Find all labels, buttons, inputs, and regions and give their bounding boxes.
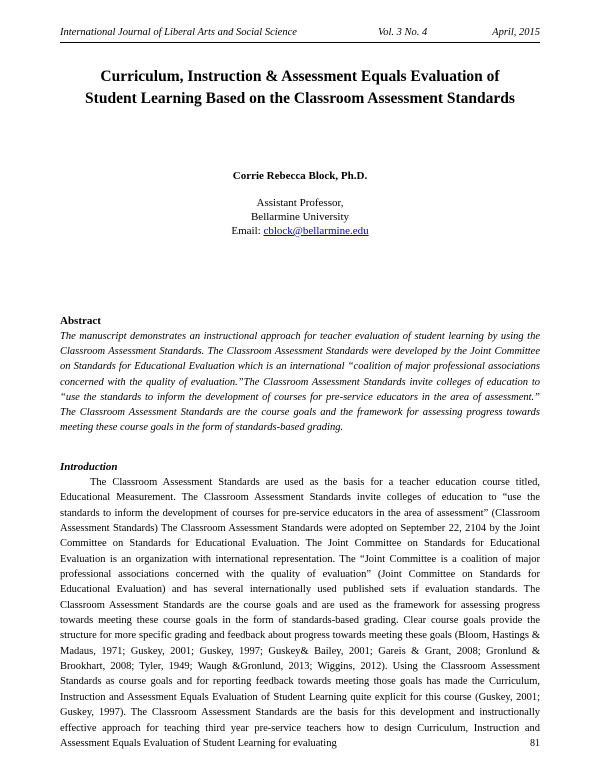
- paper-title: [50, 66, 550, 110]
- email-link[interactable]: cblock@bellarmine.edu: [263, 225, 369, 237]
- author-affiliation: [60, 196, 540, 238]
- abstract-heading: Abstract: [60, 315, 101, 327]
- author-email-line: [60, 224, 540, 238]
- journal-name: International Journal of Liberal Arts and Social Science: [60, 27, 297, 38]
- title-line-1: Curriculum, Instruction & Assessment Equals Evaluation of: [100, 68, 500, 85]
- introduction-text: The Classroom Assessment Standards are used as the basis for a teacher education course titled, Educational Measurement. The Classroom Assessment Standards invite colleges of education to “use the standards to inform the development of courses for pre-service educators in the area of assessment” (Classroom Assessment Standards) The Classroom Assessment Standards were adopted on September 22, 2104 by the Joint Committee on Standards for Educational Evaluation. The Joint Committee on Standards for Educational Evaluation is an organization with international representation. The “Joint Committee is a coalition of major professional associations concerned with the quality of evaluation” (Joint Committee on Standards for Educational Evaluation) and has several internationally used published sets if evaluation standards. The Classroom Assessment Standards are the course goals and are used as the framework for assessing progress towards meeting these course goals in the form of standards-based grading. Clear course goals provide the structure for more specific grading and feedback about progress towards meeting these goals (Bloom, Hastings & Madaus, 1971; Guskey, 2001; Guskey, 1997; Guskey& Bailey, 2001; Gareis & Grant, 2008; Gronlund & Brookhart, 2008; Tyler, 1949; Waugh &Gronlund, 2013; Wiggins, 2012). Using the Classroom Assessment Standards as course goals and for reporting feedback towards meeting those goals has made the Curriculum, Instruction and Assessment Equals Evaluation of Student Learning quite explicit for this course (Guskey, 2001; Guskey, 1997). The Classroom Assessment Standards are the basis for this development and instructionally effective approach for teaching third year pre-service teachers how to design Curriculum, Instruction and Assessment Equals Evaluation of Student Learning for evaluating: [60, 477, 540, 749]
- page-number: 81: [530, 738, 540, 749]
- header-rule: [60, 42, 540, 43]
- abstract-text: The manuscript demonstrates an instructional approach for teacher evaluation of student learning by using the Classroom Assessment Standards. The Classroom Assessment Standards were developed by the Joint Committee on Standards for Educational Evaluation which is an international “coalition of major professional associations concerned with the quality of evaluation.”The Classroom Assessment Standards invite colleges of education to “use the standards to inform the development of courses for pre-service educators in the area of assessment.” The Classroom Assessment Standards are the course goals and the framework for assessing progress towards meeting these course goals in the form of standards-based grading.: [60, 331, 540, 434]
- volume-number: Vol. 3 No. 4: [378, 27, 428, 38]
- running-header: [60, 27, 540, 41]
- author-position: Assistant Professor,: [256, 197, 344, 209]
- author-name: Corrie Rebecca Block, Ph.D.: [232, 170, 368, 182]
- introduction-heading: Introduction: [60, 461, 118, 473]
- title-line-2: Student Learning Based on the Classroom Assessment Standards: [85, 90, 515, 107]
- email-label: Email:: [231, 225, 261, 237]
- issue-date: April, 2015: [492, 27, 540, 38]
- author-institution: Bellarmine University: [250, 211, 350, 223]
